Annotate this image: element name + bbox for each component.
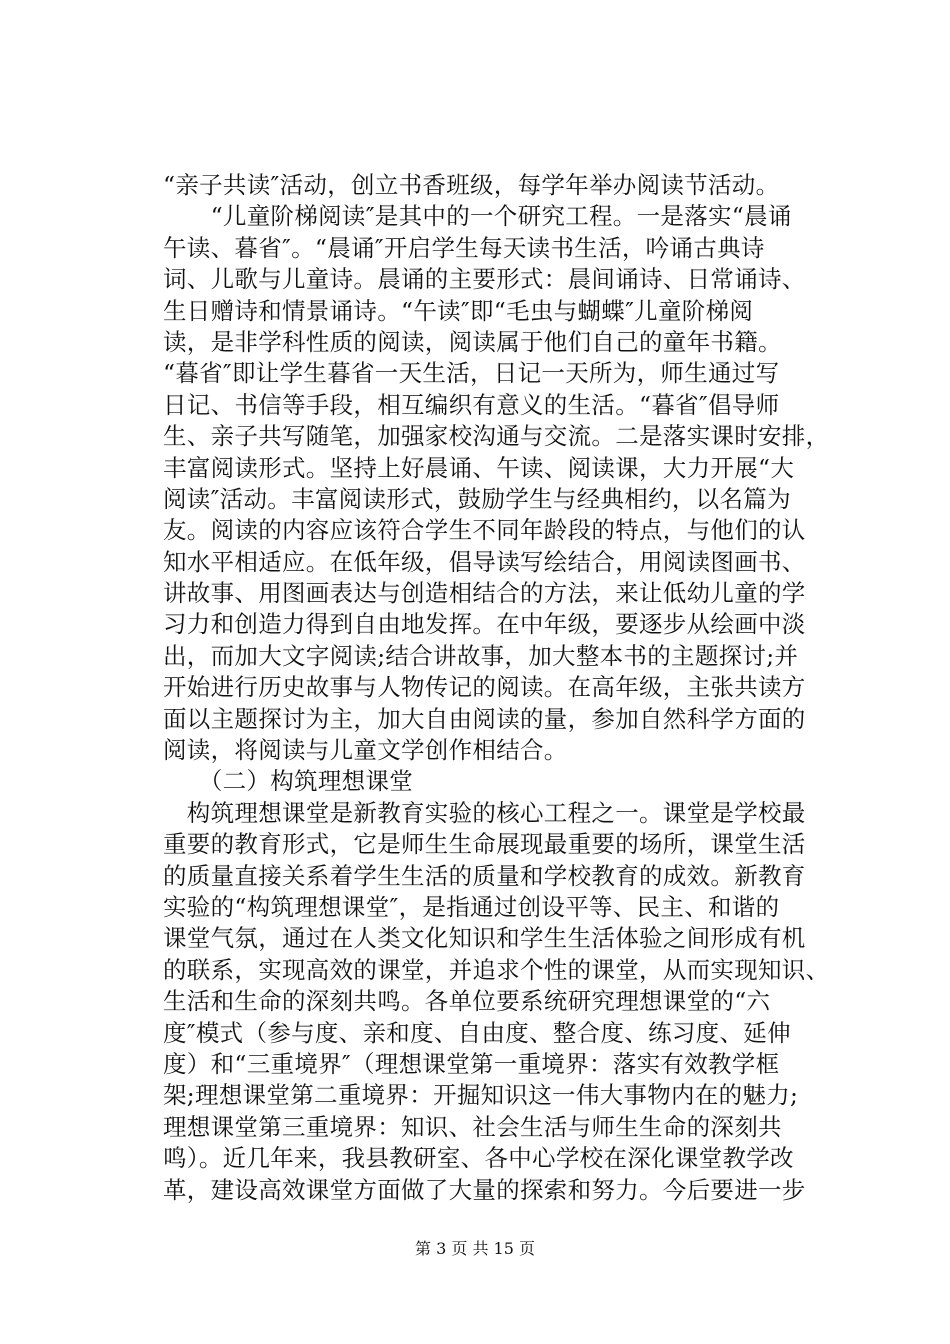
text-line: 日记、书信等手段，相互编织有意义的生活。“暮省″倡导师 — [163, 390, 780, 419]
text-line: 友。阅读的内容应该符合学生不同年龄段的特点，与他们的认 — [163, 516, 806, 545]
text-line: 面以主题探讨为主，加大自由阅读的量，参加自然科学方面的 — [163, 704, 806, 733]
text-line: 出，而加大文字阅读;结合讲故事，加大整本书的主题探讨;并 — [163, 641, 799, 670]
text-line: 的联系，实现高效的课堂，并追求个性的课堂，从而实现知识、 — [163, 955, 830, 984]
text-line: 午读、暮省″。“晨诵″开启学生每天读书生活，吟诵古典诗 — [163, 233, 765, 262]
text-line: 讲故事、用图画表达与创造相结合的方法，来让低幼儿童的学 — [163, 579, 806, 608]
text-line: 知水平相适应。在低年级，倡导读写绘结合，用阅读图画书、 — [163, 547, 806, 576]
text-line: 的质量直接关系着学生生活的质量和学校教育的成效。新教育 — [163, 861, 806, 890]
text-line: 鸣）。近几年来，我县教研室、各中心学校在深化课堂教学改 — [163, 1144, 794, 1173]
text-line: 构筑理想课堂是新教育实验的核心工程之一。课堂是学校最 — [163, 798, 806, 827]
text-line: 开始进行历史故事与人物传记的阅读。在高年级，主张共读方 — [163, 673, 806, 702]
text-line: 理想课堂第三重境界：知识、社会生活与师生生命的深刻共 — [163, 1112, 782, 1141]
text-line: “亲子共读″活动，创立书香班级，每学年举办阅读节活动。 — [163, 171, 780, 199]
text-line: “儿童阶梯阅读″是其中的一个研究工程。一是落实“晨诵 — [163, 202, 792, 231]
section-heading: （二）构筑理想课堂 — [163, 767, 414, 796]
text-line: 实验的“构筑理想课堂″，是指通过创设平等、民主、和谐的 — [163, 892, 780, 921]
text-line: 阅读，将阅读与儿童文学创作相结合。 — [163, 736, 568, 765]
text-line: 习力和创造力得到自由地发挥。在中年级，要逐步从绘画中淡 — [163, 610, 806, 639]
text-line: 丰富阅读形式。坚持上好晨诵、午读、阅读课，大力开展“大 — [163, 453, 795, 482]
text-line: 度″模式（参与度、亲和度、自由度、整合度、练习度、延伸 — [163, 1018, 791, 1047]
text-line: 度）和“三重境界″（理想课堂第一重境界：落实有效教学框 — [163, 1049, 780, 1078]
body-text — [163, 170, 830, 1206]
text-line: 重要的教育形式，它是师生生命展现最重要的场所，课堂生活 — [163, 830, 806, 859]
text-line: 革，建设高效课堂方面做了大量的探索和努力。今后要进一步 — [163, 1175, 806, 1204]
text-line: 读，是非学科性质的阅读，阅读属于他们自己的童年书籍。 — [163, 327, 782, 356]
text-line: 生活和生命的深刻共鸣。各单位要系统研究理想课堂的“六 — [163, 987, 771, 1016]
text-line: 词、儿歌与儿童诗。晨诵的主要形式：晨间诵诗、日常诵诗、 — [163, 265, 806, 294]
text-line: 生、亲子共写随笔，加强家校沟通与交流。二是落实课时安排， — [163, 422, 830, 451]
text-line: 生日赠诗和情景诵诗。“午读″即“毛虫与蝴蝶″儿童阶梯阅 — [163, 296, 754, 325]
text-line: 阅读″活动。丰富阅读形式，鼓励学生与经典相约，以名篇为 — [163, 484, 791, 513]
text-line: 课堂气氛，通过在人类文化知识和学生生活体验之间形成有机 — [163, 924, 806, 953]
text-line: 架;理想课堂第二重境界：开掘知识这一伟大事物内在的魅力; — [163, 1081, 799, 1110]
page-number-footer: 第 3 页 共 15 页 — [415, 1239, 535, 1258]
text-line: “暮省″即让学生暮省一天生活，日记一天所为，师生通过写 — [163, 359, 780, 388]
